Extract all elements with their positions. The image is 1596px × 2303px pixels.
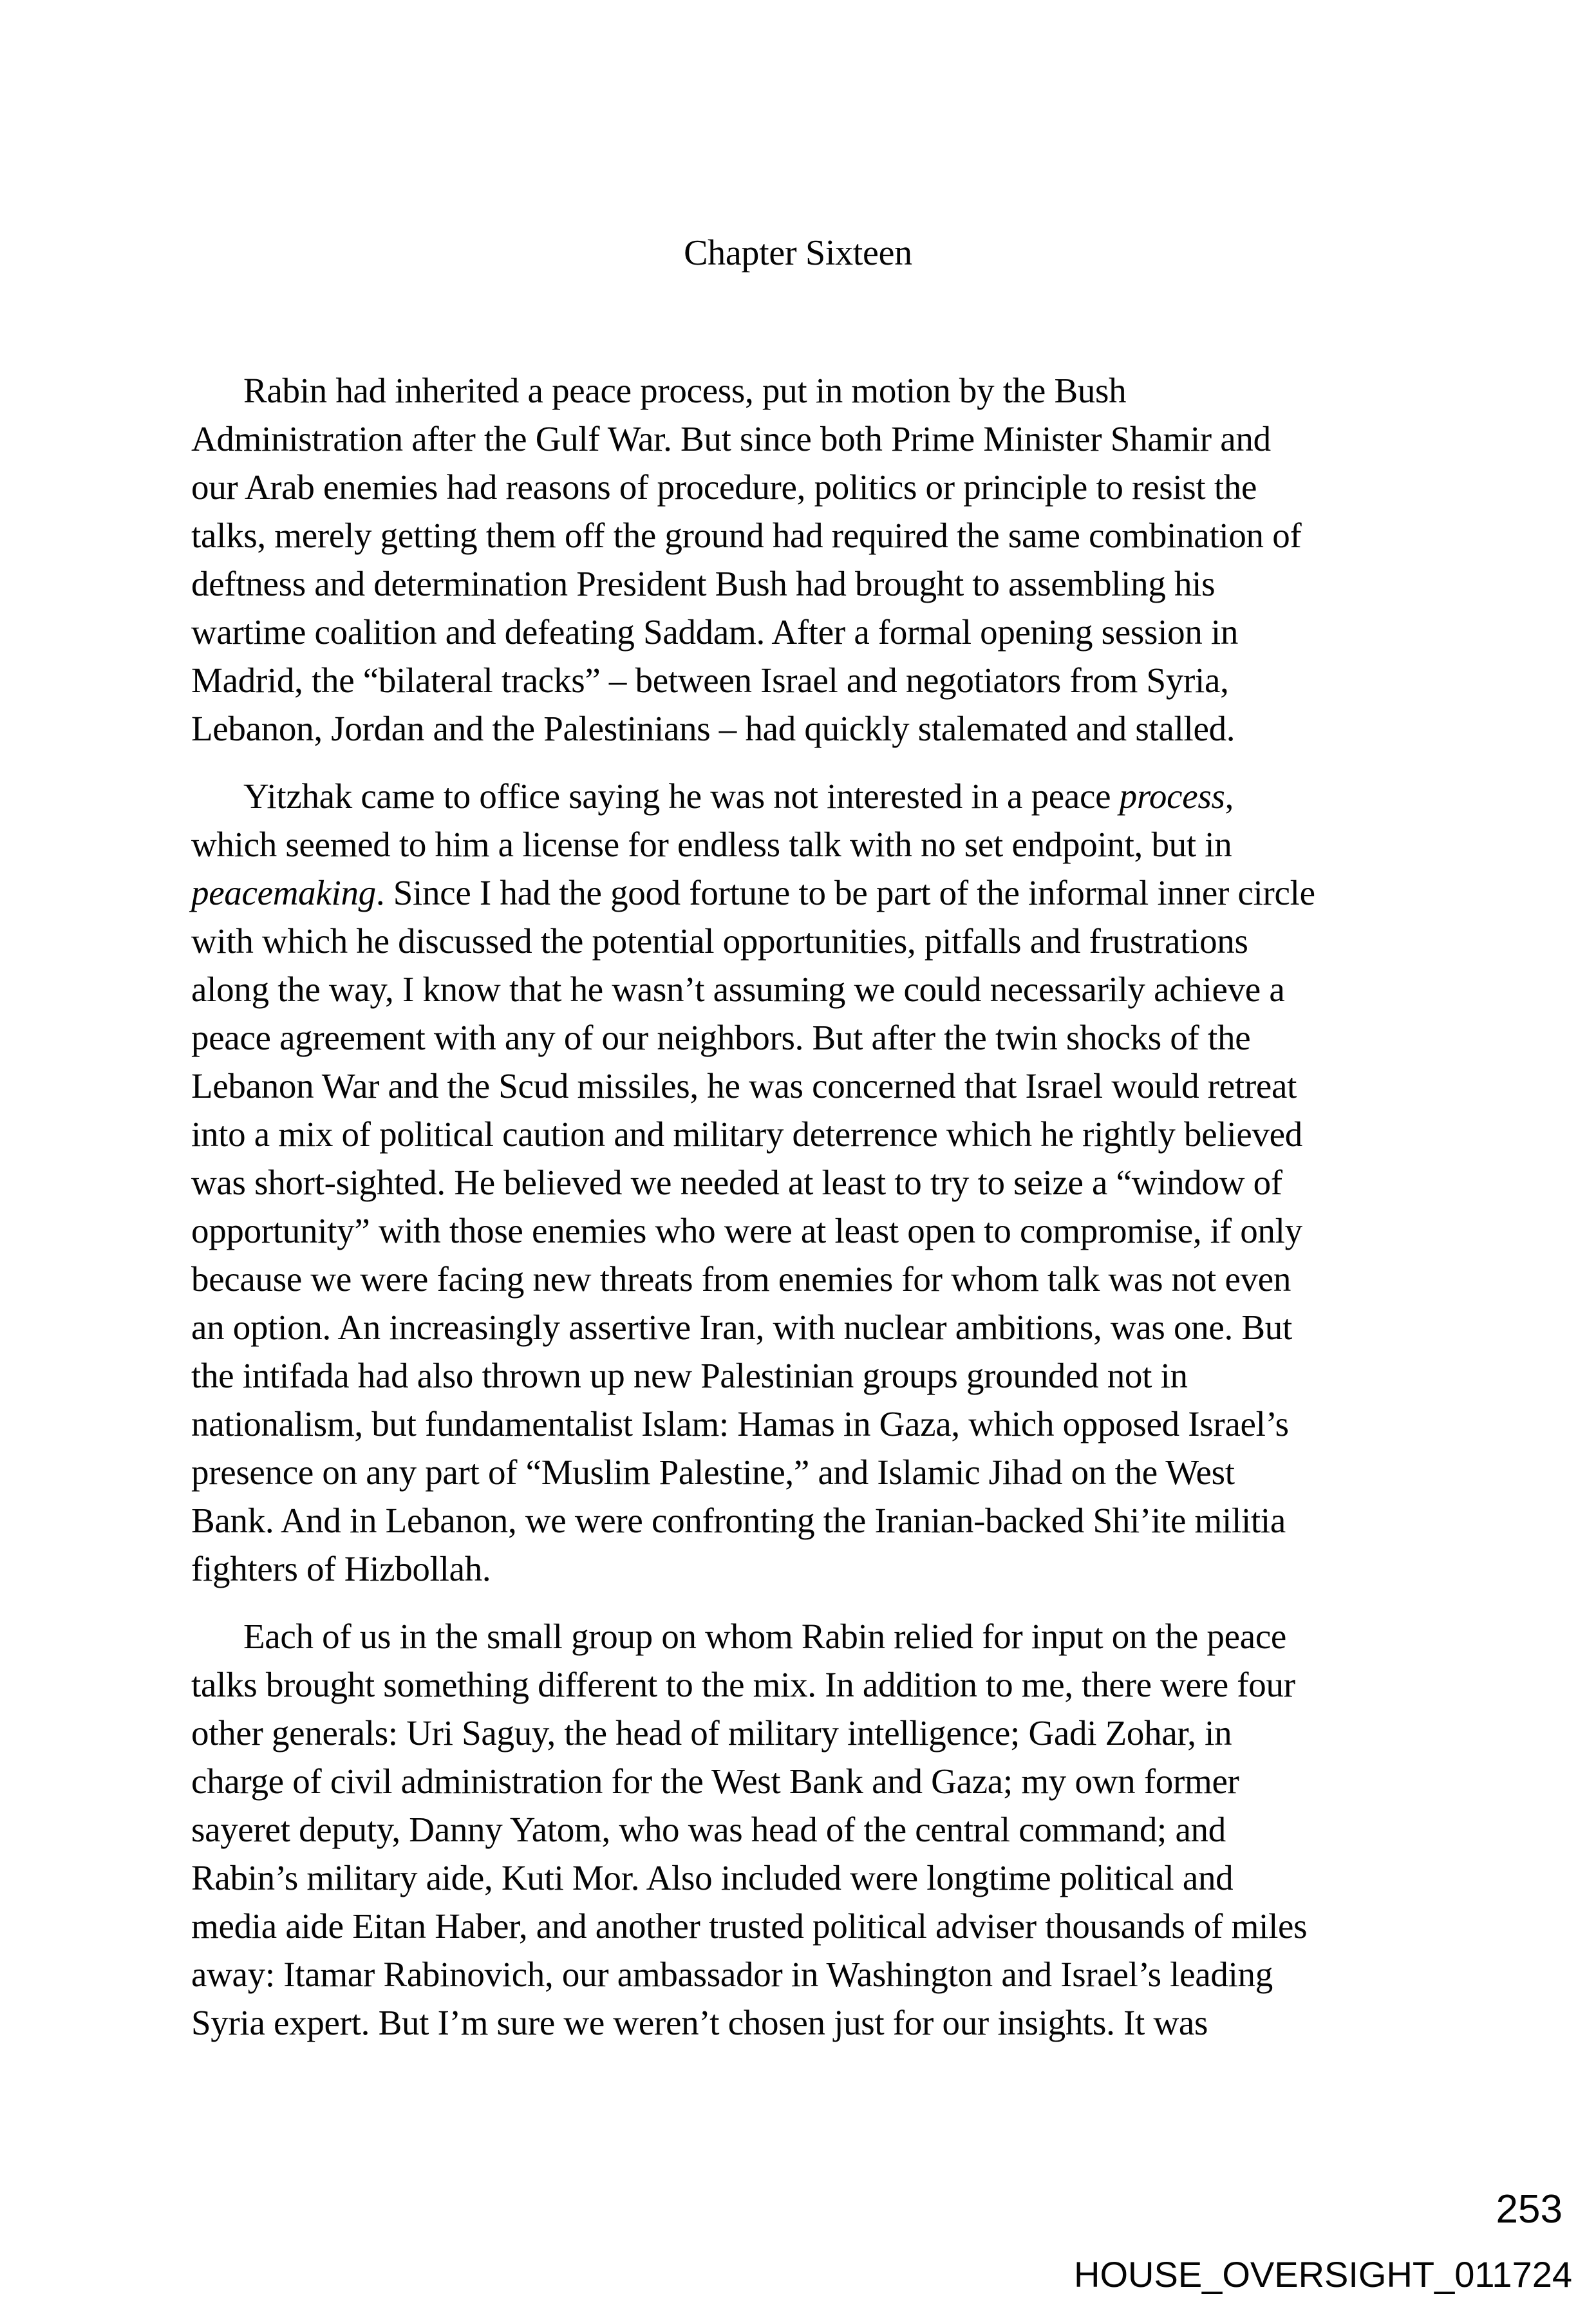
text-line: into a mix of political caution and military deterrence which he rightly believed (191, 1114, 1302, 1154)
italic-word-peacemaking: peacemaking (191, 873, 376, 912)
text-line: Bank. And in Lebanon, we were confronting the Iranian-backed Shi’ite militia (191, 1501, 1286, 1540)
body-text (191, 370, 1315, 2051)
text-line: Madrid, the “bilateral tracks” – between Israel and negotiators from Syria, (191, 661, 1229, 700)
text-line: other generals: Uri Saguy, the head of military intelligence; Gadi Zohar, in (191, 1713, 1232, 1753)
text-line: which seemed to him a license for endless talk with no set endpoint, but in (191, 825, 1232, 864)
text-line: Rabin’s military aide, Kuti Mor. Also included were longtime political and (191, 1858, 1234, 1897)
text-line: talks, merely getting them off the ground had required the same combination of (191, 516, 1302, 555)
text-line: media aide Eitan Haber, and another trusted political adviser thousands of miles (191, 1906, 1308, 1946)
text-line: Rabin had inherited a peace process, put in motion by the Bush (243, 371, 1127, 410)
chapter-title: Chapter Sixteen (684, 233, 912, 273)
text-line: Lebanon War and the Scud missiles, he was concerned that Israel would retreat (191, 1066, 1297, 1105)
text-line: Each of us in the small group on whom Rabin relied for input on the peace (243, 1617, 1287, 1656)
text-line: charge of civil administration for the West Bank and Gaza; my own former (191, 1762, 1239, 1801)
text-line: with which he discussed the potential opportunities, pitfalls and frustrations (191, 921, 1248, 961)
text-line: Syria expert. But I’m sure we weren’t chosen just for our insights. It was (191, 2003, 1208, 2042)
paragraph-3 (191, 1616, 1315, 2051)
text-line: because we were facing new threats from enemies for whom talk was not even (191, 1259, 1291, 1299)
text-line: Administration after the Gulf War. But since both Prime Minister Shamir and (191, 419, 1271, 458)
text-line: fighters of Hizbollah. (191, 1549, 491, 1588)
page-number: 253 (1496, 2187, 1563, 2232)
text-line: Lebanon, Jordan and the Palestinians – had quickly stalemated and stalled. (191, 709, 1235, 748)
text-segment: , (1225, 776, 1234, 816)
text-line: was short-sighted. He believed we needed at least to try to seize a “window of (191, 1163, 1282, 1202)
paragraph-1 (191, 370, 1315, 757)
text-line: deftness and determination President Bush had brought to assembling his (191, 564, 1216, 603)
text-line: along the way, I know that he wasn’t assuming we could necessarily achieve a (191, 970, 1285, 1009)
text-line: wartime coalition and defeating Saddam. After a formal opening session in (191, 612, 1239, 652)
text-line: nationalism, but fundamentalist Islam: Hamas in Gaza, which opposed Israel’s (191, 1404, 1289, 1443)
text-line: peace agreement with any of our neighbors. But after the twin shocks of the (191, 1018, 1251, 1057)
text-segment: . Since I had the good fortune to be part of the informal inner circle (375, 873, 1315, 912)
text-line: talks brought something different to the mix. In addition to me, there were four (191, 1665, 1295, 1704)
text-line: an option. An increasingly assertive Iran, with nuclear ambitions, was one. But (191, 1308, 1292, 1347)
text-line (191, 872, 1315, 921)
paragraph-2 (191, 776, 1315, 1597)
text-line: the intifada had also thrown up new Palestinian groups grounded not in (191, 1356, 1188, 1395)
text-line: presence on any part of “Muslim Palestine,” and Islamic Jihad on the West (191, 1452, 1235, 1492)
text-line: opportunity” with those enemies who were at least open to compromise, if only (191, 1211, 1302, 1250)
text-line: away: Itamar Rabinovich, our ambassador in Washington and Israel’s leading (191, 1955, 1273, 1994)
text-line (191, 776, 1315, 824)
text-line: sayeret deputy, Danny Yatom, who was head of the central command; and (191, 1810, 1226, 1849)
text-line: our Arab enemies had reasons of procedure, politics or principle to resist the (191, 467, 1257, 507)
text-segment: Yitzhak came to office saying he was not interested in a peace (243, 776, 1120, 816)
bates-stamp: HOUSE_OVERSIGHT_011724 (1074, 2254, 1572, 2295)
italic-word-process: process (1119, 776, 1225, 816)
